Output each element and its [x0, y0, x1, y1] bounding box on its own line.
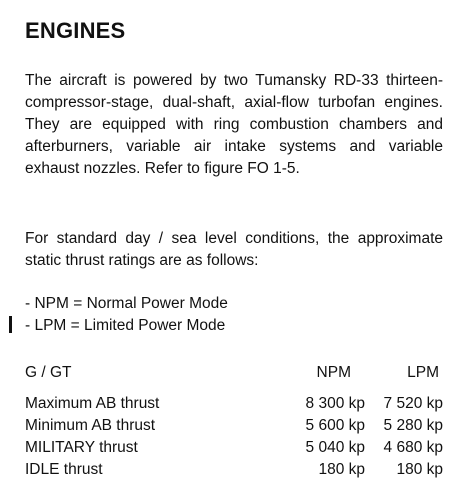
row-lpm-value: 5 280 kp [383, 417, 443, 434]
header-npm: NPM [316, 364, 351, 381]
table-row [25, 437, 443, 459]
row-label: MILITARY thrust [25, 439, 138, 456]
row-label: IDLE thrust [25, 461, 103, 478]
row-lpm-value: 7 520 kp [383, 395, 443, 412]
header-lpm: LPM [407, 364, 439, 381]
row-npm-value: 5 600 kp [305, 417, 365, 434]
abbreviation-definitions [25, 293, 228, 337]
revision-change-bar [9, 316, 12, 333]
table-row [25, 393, 443, 415]
thrust-table [25, 362, 443, 481]
row-npm-value: 8 300 kp [305, 395, 365, 412]
row-npm-value: 180 kp [318, 461, 365, 478]
thrust-conditions-paragraph: For standard day / sea level conditions, the approximate static thrust ratings are as follows: [25, 230, 443, 269]
engine-description-paragraph: The aircraft is powered by two Tumansky RD-33 thirteen-compressor-stage, dual-shaft, axial-flow turbofan engines. They are equipped with ring combustion chambers and afterburners, variable air intake systems and variable exhaust nozzles. Refer to figure FO 1-5. [25, 72, 443, 177]
row-lpm-value: 180 kp [396, 461, 443, 478]
table-header-row [25, 362, 443, 384]
table-row [25, 459, 443, 481]
row-lpm-value: 4 680 kp [383, 439, 443, 456]
definition-lpm: - LPM = Limited Power Mode [25, 317, 226, 334]
row-label: Maximum AB thrust [25, 395, 160, 412]
definition-npm: - NPM = Normal Power Mode [25, 295, 228, 312]
section-heading: ENGINES [25, 18, 126, 43]
row-label: Minimum AB thrust [25, 417, 156, 434]
header-label: G / GT [25, 364, 72, 381]
table-row [25, 415, 443, 437]
row-npm-value: 5 040 kp [305, 439, 365, 456]
